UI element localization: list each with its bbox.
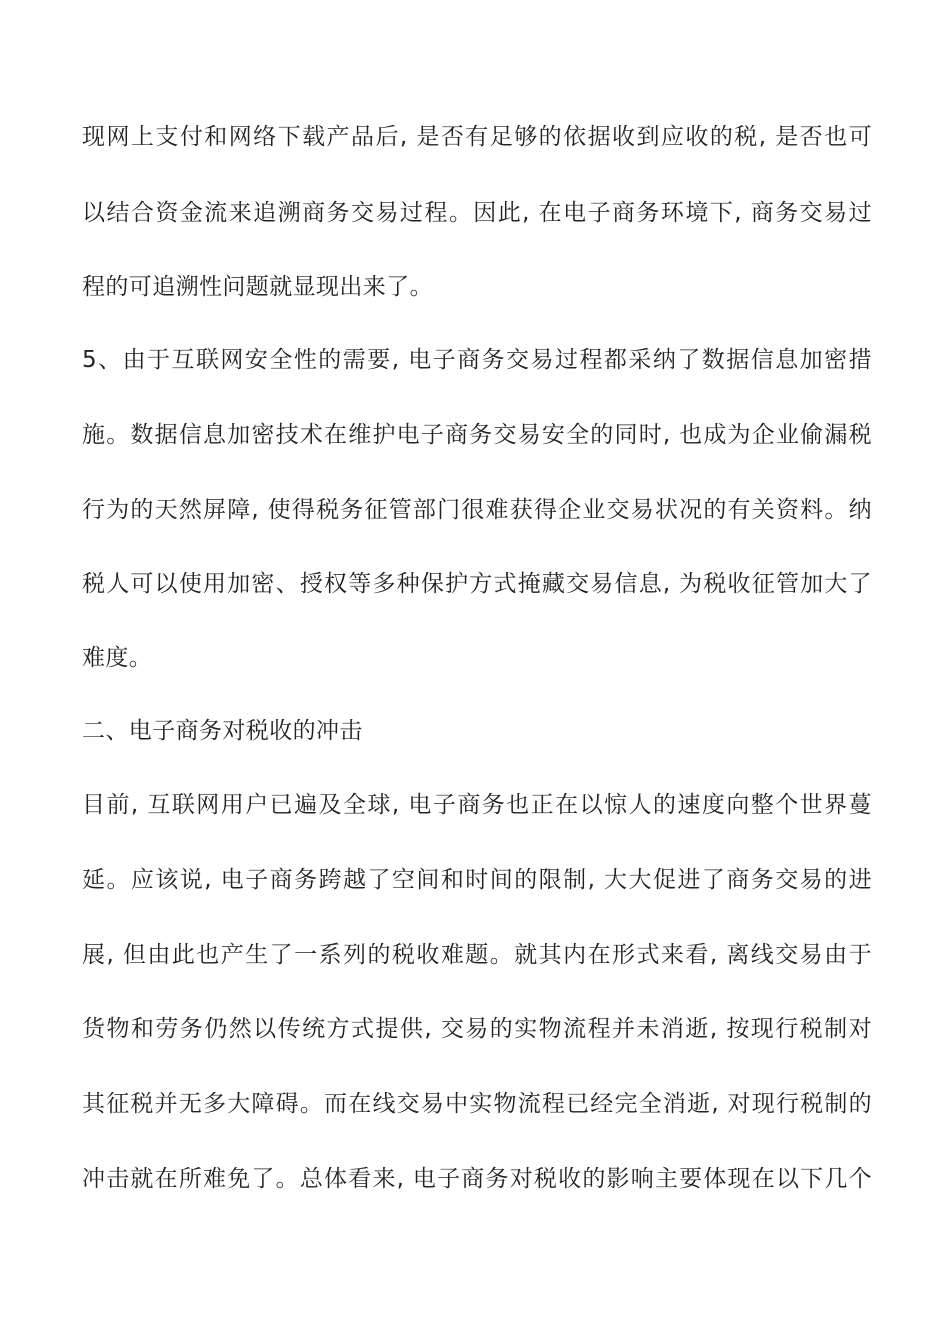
paragraph-line: 施。数据信息加密技术在维护电子商务交易安全的同时, 也成为企业偷漏税 [82, 422, 872, 448]
paragraph-line: 现网上支付和网络下载产品后, 是否有足够的依据收到应收的税, 是否也可 [82, 124, 872, 150]
paragraph-line: 货物和劳务仍然以传统方式提供, 交易的实物流程并未消逝, 按现行税制对 [82, 1016, 872, 1042]
paragraph-line: 程的可追溯性问题就显现出来了。 [82, 274, 433, 300]
paragraph-line: 以结合资金流来追溯商务交易过程。因此, 在电子商务环境下, 商务交易过 [82, 200, 872, 226]
paragraph-line: 行为的天然屏障, 使得税务征管部门很难获得企业交易状况的有关资料。纳 [82, 497, 872, 523]
section-heading: 二、电子商务对税收的冲击 [82, 718, 363, 744]
paragraph-line: 5、由于互联网安全性的需要, 电子商务交易过程都采纳了数据信息加密措 [82, 347, 872, 373]
paragraph-line: 展, 但由此也产生了一系列的税收难题。就其内在形式来看, 离线交易由于 [82, 942, 872, 968]
paragraph-line: 其征税并无多大障碍。而在线交易中实物流程已经完全消逝, 对现行税制的 [82, 1091, 872, 1117]
paragraph-line: 税人可以使用加密、授权等多种保护方式掩藏交易信息, 为税收征管加大了 [82, 571, 872, 597]
paragraph-line: 冲击就在所难免了。总体看来, 电子商务对税收的影响主要体现在以下几个 [82, 1166, 872, 1192]
paragraph-line: 目前, 互联网用户已遍及全球, 电子商务也正在以惊人的速度向整个世界蔓 [82, 792, 872, 818]
paragraph-line: 延。应该说, 电子商务跨越了空间和时间的限制, 大大促进了商务交易的进 [82, 867, 872, 893]
paragraph-line: 难度。 [82, 645, 153, 671]
